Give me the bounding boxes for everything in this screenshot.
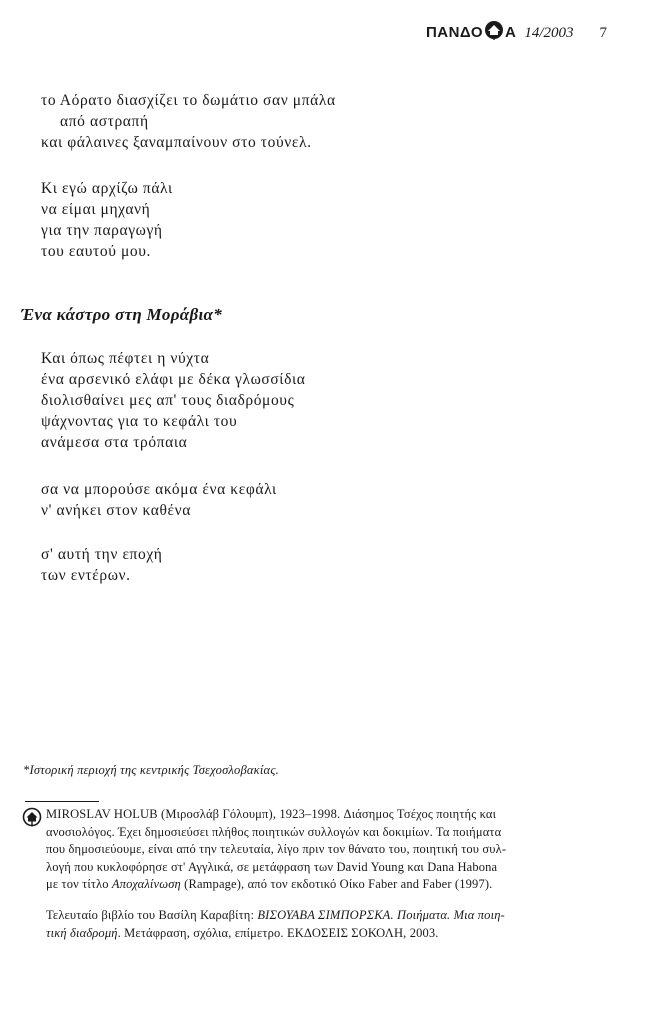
running-header [426, 22, 607, 42]
poem-line: Κι εγώ αρχίζω πάλι [41, 180, 173, 197]
poem-line: να είμαι μηχανή [41, 201, 151, 218]
magazine-name-left: ΠΑΝΔΟ [425, 23, 483, 41]
poem-stanza [41, 178, 173, 262]
note-text: . Μετάφραση, σχόλια, επίμετρο. ΕΚΔΟΣΕΙΣ ΣΟΚΟΛΗ, 2003. [117, 926, 439, 940]
poem-line: ένα αρσενικό ελάφι με δέκα γλωσσίδια [41, 371, 306, 388]
footnote-divider [25, 801, 99, 802]
book-title: τική διαδρομή [46, 926, 118, 940]
bio-text: (Rampage), από τον εκδοτικό Οίκο Faber and Faber (1997). [180, 877, 493, 891]
poem-line: διολισθαίνει μες απ' τους διαδρόμους [41, 392, 295, 409]
note-line [46, 924, 616, 942]
poem-line: των εντέρων. [41, 567, 131, 584]
poem-line: ψάχνοντας για το κεφάλι του [41, 413, 238, 430]
poem-line: Και όπως πέφτει η νύχτα [41, 350, 210, 367]
poem-stanza [41, 348, 305, 453]
poem-line: για την παραγωγή [41, 222, 163, 239]
note-text: Τελευταίο βιβλίο του Βασίλη Καραβίτη: [46, 908, 258, 922]
pandora-box-icon [484, 20, 504, 40]
bio-line: λογή που κυκλοφόρησε στ' Αγγλικά, σε μετάφραση των David Young και Dana Habona [46, 859, 498, 874]
poem-line: ανάμεσα στα τρόπαια [41, 434, 188, 451]
magazine-name [426, 22, 516, 42]
poem-stanza [41, 90, 336, 153]
poem-line: από αστραπή [60, 113, 149, 130]
footnote: *Ιστορική περιοχή της κεντρικής Τσεχοσλοβακίας. [23, 763, 279, 777]
poem-stanza [41, 479, 277, 521]
book-title: Αποχαλίνωση [111, 877, 181, 891]
poem-line: το Αόρατο διασχίζει το δωμάτιο σαν μπάλα [41, 92, 336, 109]
bio-text: με τον τίτλο [46, 877, 112, 891]
poem-line: σ' αυτή την εποχή [41, 546, 163, 563]
bio-line: ανοσιολόγος. Έχει δημοσιεύσει πλήθος ποιητικών συλλογών και δοκιμίων. Τα ποιήματα [46, 824, 502, 839]
author-bio [46, 806, 616, 894]
pandora-box-icon [22, 807, 42, 827]
book-title: ΒΙΣΟΥΑΒΑ ΣΙΜΠΟΡΣΚΑ. Ποιήματα. Μια ποιη- [257, 908, 505, 922]
poem-stanza [41, 544, 163, 586]
bio-line: που δημοσιεύουμε, είναι από την τελευταία, λίγο πριν τον θάνατο του, ποιητική του συλ- [46, 842, 507, 856]
poem-title: Ένα κάστρο στη Μοράβια* [21, 305, 223, 324]
issue-number: 14/2003 [524, 24, 574, 41]
bio-line [46, 876, 616, 894]
poem-line: σα να μπορούσε ακόμα ένα κεφάλι [41, 481, 277, 498]
page-number: 7 [599, 24, 607, 41]
poem-line: ν' ανήκει στον καθένα [41, 502, 191, 519]
magazine-name-right: Α [504, 23, 517, 41]
note-line [46, 906, 616, 924]
poem-line: και φάλαινες ξαναμπαίνουν στο τούνελ. [41, 134, 312, 151]
poem-line: του εαυτού μου. [41, 243, 151, 260]
translator-note [46, 906, 616, 942]
bio-line: MIROSLAV HOLUB (Μιροσλάβ Γόλουμπ), 1923–1998. Διάσημος Τσέχος ποιητής και [46, 807, 497, 821]
